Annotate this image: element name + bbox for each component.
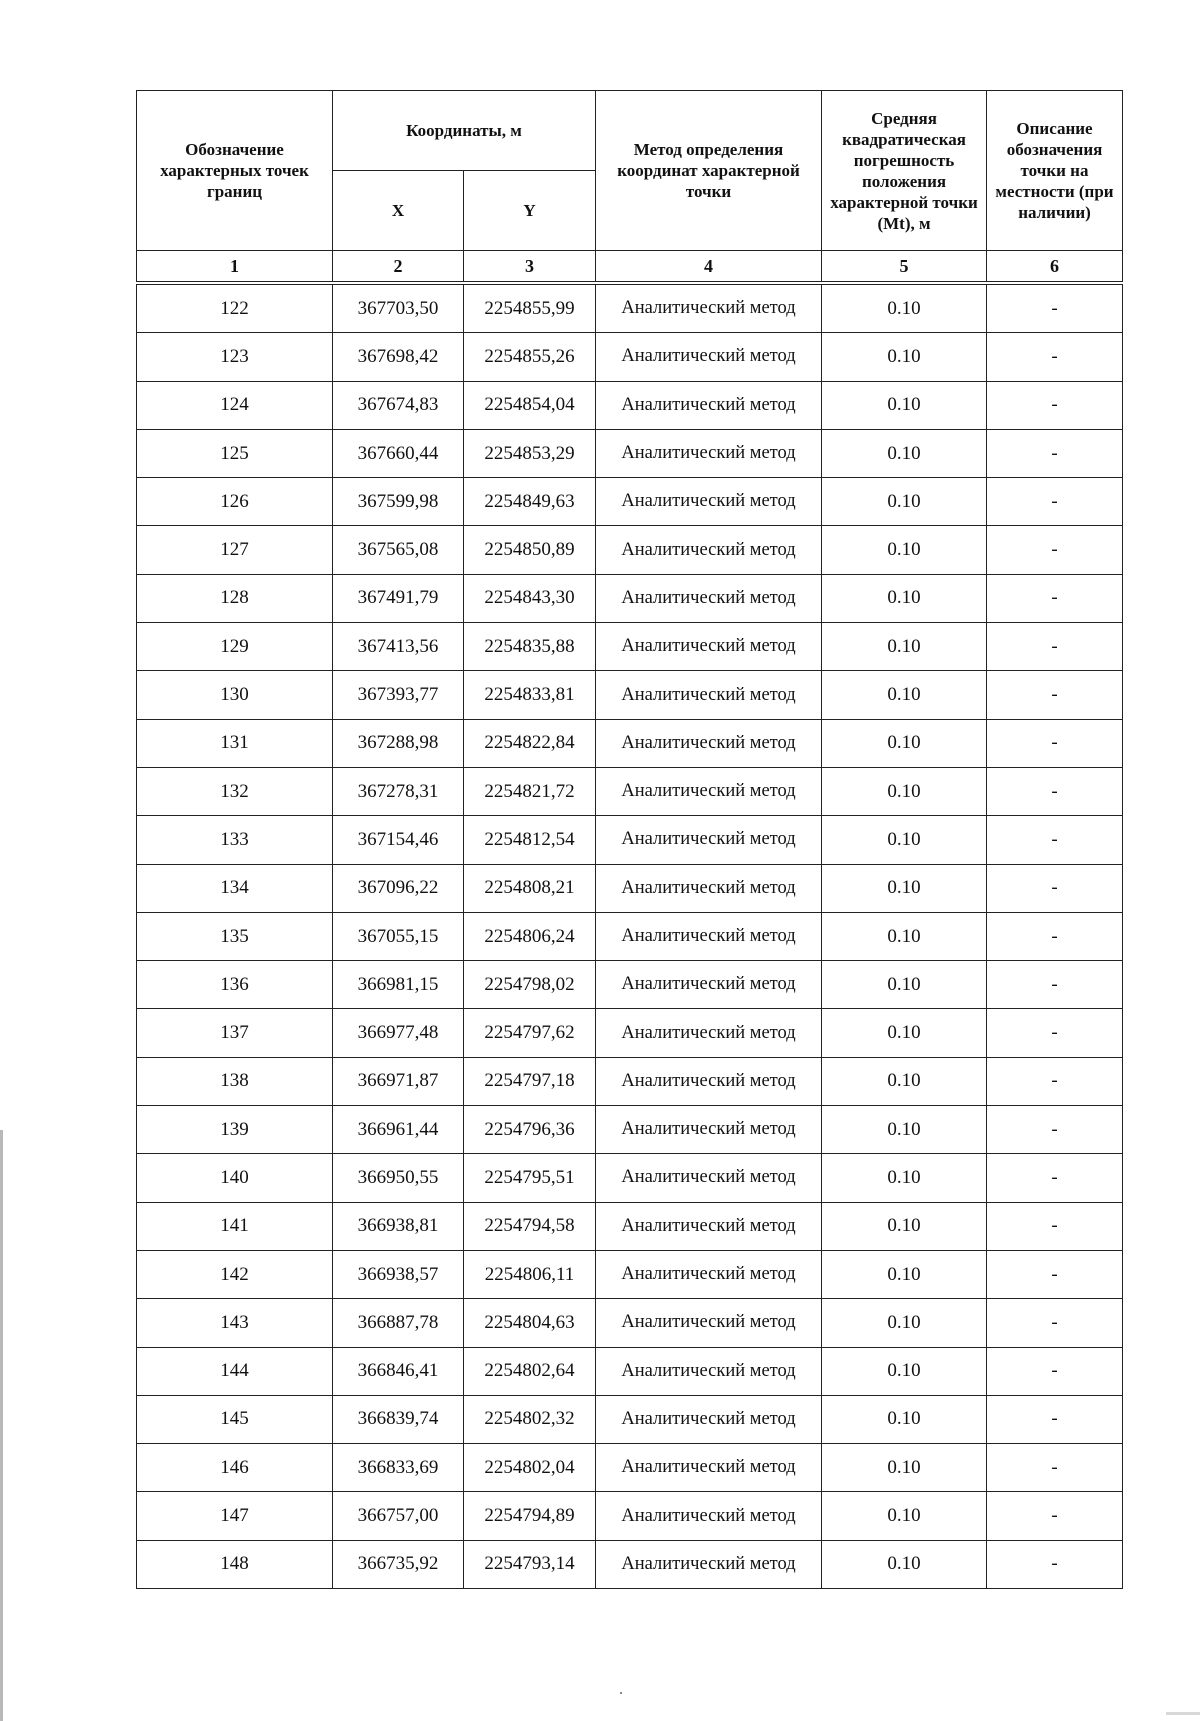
table-row <box>137 719 1123 767</box>
point-cell: 143 <box>137 1299 333 1347</box>
method-cell: Аналитический метод <box>596 1299 822 1347</box>
method-cell: Аналитический метод <box>596 864 822 912</box>
table-row <box>137 574 1123 622</box>
point-cell: 126 <box>137 478 333 526</box>
point-cell: 145 <box>137 1395 333 1443</box>
method-cell: Аналитический метод <box>596 1057 822 1105</box>
point-cell: 146 <box>137 1444 333 1492</box>
error-cell: 0.10 <box>822 429 987 477</box>
point-cell: 147 <box>137 1492 333 1540</box>
table-row <box>137 333 1123 381</box>
point-cell: 125 <box>137 429 333 477</box>
point-cell: 122 <box>137 285 333 333</box>
x-coordinate-cell: 367154,46 <box>333 816 464 864</box>
error-cell: 0.10 <box>822 1202 987 1250</box>
header-coordinates: Координаты, м <box>333 91 596 171</box>
y-coordinate-cell: 2254855,99 <box>464 285 596 333</box>
description-cell: - <box>987 285 1123 333</box>
method-cell: Аналитический метод <box>596 285 822 333</box>
point-cell: 130 <box>137 671 333 719</box>
x-coordinate-cell: 367055,15 <box>333 912 464 960</box>
point-cell: 148 <box>137 1540 333 1588</box>
method-cell: Аналитический метод <box>596 1444 822 1492</box>
description-cell: - <box>987 1395 1123 1443</box>
column-number: 1 <box>137 251 333 282</box>
table-row <box>137 816 1123 864</box>
y-coordinate-cell: 2254854,04 <box>464 381 596 429</box>
method-cell: Аналитический метод <box>596 478 822 526</box>
y-coordinate-cell: 2254808,21 <box>464 864 596 912</box>
point-cell: 128 <box>137 574 333 622</box>
point-cell: 140 <box>137 1154 333 1202</box>
description-cell: - <box>987 864 1123 912</box>
error-cell: 0.10 <box>822 864 987 912</box>
x-coordinate-cell: 367660,44 <box>333 429 464 477</box>
x-coordinate-cell: 366950,55 <box>333 1154 464 1202</box>
point-cell: 138 <box>137 1057 333 1105</box>
error-cell: 0.10 <box>822 816 987 864</box>
point-cell: 136 <box>137 961 333 1009</box>
y-coordinate-cell: 2254802,32 <box>464 1395 596 1443</box>
method-cell: Аналитический метод <box>596 1347 822 1395</box>
method-cell: Аналитический метод <box>596 671 822 719</box>
description-cell: - <box>987 961 1123 1009</box>
point-cell: 131 <box>137 719 333 767</box>
error-cell: 0.10 <box>822 1009 987 1057</box>
x-coordinate-cell: 366839,74 <box>333 1395 464 1443</box>
point-cell: 133 <box>137 816 333 864</box>
table-row <box>137 1202 1123 1250</box>
error-cell: 0.10 <box>822 1492 987 1540</box>
x-coordinate-cell: 367674,83 <box>333 381 464 429</box>
x-coordinate-cell: 367698,42 <box>333 333 464 381</box>
method-cell: Аналитический метод <box>596 623 822 671</box>
scan-edge-mark <box>1166 1712 1200 1715</box>
error-cell: 0.10 <box>822 1540 987 1588</box>
table-row <box>137 1057 1123 1105</box>
description-cell: - <box>987 1492 1123 1540</box>
error-cell: 0.10 <box>822 671 987 719</box>
error-cell: 0.10 <box>822 478 987 526</box>
method-cell: Аналитический метод <box>596 719 822 767</box>
error-cell: 0.10 <box>822 1057 987 1105</box>
table-row <box>137 1250 1123 1298</box>
point-cell: 144 <box>137 1347 333 1395</box>
column-number: 5 <box>822 251 987 282</box>
description-cell: - <box>987 1299 1123 1347</box>
description-cell: - <box>987 333 1123 381</box>
description-cell: - <box>987 574 1123 622</box>
x-coordinate-cell: 366977,48 <box>333 1009 464 1057</box>
error-cell: 0.10 <box>822 1250 987 1298</box>
point-cell: 135 <box>137 912 333 960</box>
point-cell: 123 <box>137 333 333 381</box>
method-cell: Аналитический метод <box>596 1009 822 1057</box>
header-point-designation: Обозначение характерных точек границ <box>137 91 333 251</box>
table-row <box>137 1347 1123 1395</box>
table-row <box>137 381 1123 429</box>
table-row <box>137 767 1123 815</box>
description-cell: - <box>987 429 1123 477</box>
y-coordinate-cell: 2254843,30 <box>464 574 596 622</box>
table-row <box>137 1492 1123 1540</box>
x-coordinate-cell: 367393,77 <box>333 671 464 719</box>
description-cell: - <box>987 1009 1123 1057</box>
error-cell: 0.10 <box>822 381 987 429</box>
description-cell: - <box>987 1106 1123 1154</box>
column-number: 6 <box>987 251 1123 282</box>
y-coordinate-cell: 2254794,58 <box>464 1202 596 1250</box>
error-cell: 0.10 <box>822 1154 987 1202</box>
x-coordinate-cell: 367565,08 <box>333 526 464 574</box>
error-cell: 0.10 <box>822 912 987 960</box>
method-cell: Аналитический метод <box>596 429 822 477</box>
y-coordinate-cell: 2254855,26 <box>464 333 596 381</box>
y-coordinate-cell: 2254849,63 <box>464 478 596 526</box>
method-cell: Аналитический метод <box>596 1106 822 1154</box>
scan-page-edge <box>0 1130 3 1721</box>
y-coordinate-cell: 2254833,81 <box>464 671 596 719</box>
table-row <box>137 864 1123 912</box>
x-coordinate-cell: 367096,22 <box>333 864 464 912</box>
table-row <box>137 285 1123 333</box>
y-coordinate-cell: 2254797,62 <box>464 1009 596 1057</box>
description-cell: - <box>987 816 1123 864</box>
method-cell: Аналитический метод <box>596 574 822 622</box>
header-x: X <box>333 171 464 251</box>
column-number: 2 <box>333 251 464 282</box>
point-cell: 141 <box>137 1202 333 1250</box>
table-row <box>137 1009 1123 1057</box>
table-header <box>137 91 1123 282</box>
x-coordinate-cell: 366981,15 <box>333 961 464 1009</box>
method-cell: Аналитический метод <box>596 912 822 960</box>
y-coordinate-cell: 2254797,18 <box>464 1057 596 1105</box>
description-cell: - <box>987 1202 1123 1250</box>
header-mean-square-error: Средняя квадратическая погрешность положения характерной точки (Mt), м <box>822 91 987 251</box>
x-coordinate-cell: 366833,69 <box>333 1444 464 1492</box>
y-coordinate-cell: 2254853,29 <box>464 429 596 477</box>
table-row <box>137 526 1123 574</box>
error-cell: 0.10 <box>822 1444 987 1492</box>
x-coordinate-cell: 367413,56 <box>333 623 464 671</box>
table-row <box>137 912 1123 960</box>
table-row <box>137 1154 1123 1202</box>
method-cell: Аналитический метод <box>596 961 822 1009</box>
column-number: 4 <box>596 251 822 282</box>
description-cell: - <box>987 478 1123 526</box>
error-cell: 0.10 <box>822 285 987 333</box>
description-cell: - <box>987 1540 1123 1588</box>
x-coordinate-cell: 366846,41 <box>333 1347 464 1395</box>
description-cell: - <box>987 1347 1123 1395</box>
description-cell: - <box>987 1057 1123 1105</box>
x-coordinate-cell: 366887,78 <box>333 1299 464 1347</box>
scan-speck <box>620 1692 622 1694</box>
x-coordinate-cell: 366938,57 <box>333 1250 464 1298</box>
description-cell: - <box>987 623 1123 671</box>
header-method: Метод определения координат характерной точки <box>596 91 822 251</box>
table-row <box>137 1106 1123 1154</box>
error-cell: 0.10 <box>822 719 987 767</box>
point-cell: 137 <box>137 1009 333 1057</box>
description-cell: - <box>987 767 1123 815</box>
method-cell: Аналитический метод <box>596 526 822 574</box>
description-cell: - <box>987 526 1123 574</box>
y-coordinate-cell: 2254802,64 <box>464 1347 596 1395</box>
point-cell: 124 <box>137 381 333 429</box>
x-coordinate-cell: 366971,87 <box>333 1057 464 1105</box>
y-coordinate-cell: 2254835,88 <box>464 623 596 671</box>
point-cell: 132 <box>137 767 333 815</box>
error-cell: 0.10 <box>822 1299 987 1347</box>
x-coordinate-cell: 366735,92 <box>333 1540 464 1588</box>
point-cell: 129 <box>137 623 333 671</box>
x-coordinate-cell: 367491,79 <box>333 574 464 622</box>
y-coordinate-cell: 2254794,89 <box>464 1492 596 1540</box>
method-cell: Аналитический метод <box>596 381 822 429</box>
y-coordinate-cell: 2254798,02 <box>464 961 596 1009</box>
method-cell: Аналитический метод <box>596 1250 822 1298</box>
method-cell: Аналитический метод <box>596 333 822 381</box>
method-cell: Аналитический метод <box>596 1540 822 1588</box>
method-cell: Аналитический метод <box>596 1492 822 1540</box>
column-numbers-row <box>137 251 1123 282</box>
error-cell: 0.10 <box>822 526 987 574</box>
error-cell: 0.10 <box>822 574 987 622</box>
method-cell: Аналитический метод <box>596 1395 822 1443</box>
description-cell: - <box>987 1444 1123 1492</box>
y-coordinate-cell: 2254806,11 <box>464 1250 596 1298</box>
table-row <box>137 429 1123 477</box>
coordinates-table <box>136 90 1123 1589</box>
x-coordinate-cell: 367278,31 <box>333 767 464 815</box>
table-row <box>137 1395 1123 1443</box>
x-coordinate-cell: 367288,98 <box>333 719 464 767</box>
x-coordinate-cell: 367599,98 <box>333 478 464 526</box>
table-row <box>137 1540 1123 1588</box>
error-cell: 0.10 <box>822 333 987 381</box>
table-body <box>137 282 1123 1589</box>
point-cell: 142 <box>137 1250 333 1298</box>
table-row <box>137 478 1123 526</box>
description-cell: - <box>987 1154 1123 1202</box>
y-coordinate-cell: 2254804,63 <box>464 1299 596 1347</box>
x-coordinate-cell: 366938,81 <box>333 1202 464 1250</box>
description-cell: - <box>987 381 1123 429</box>
y-coordinate-cell: 2254812,54 <box>464 816 596 864</box>
description-cell: - <box>987 912 1123 960</box>
table-row <box>137 623 1123 671</box>
y-coordinate-cell: 2254796,36 <box>464 1106 596 1154</box>
y-coordinate-cell: 2254806,24 <box>464 912 596 960</box>
method-cell: Аналитический метод <box>596 816 822 864</box>
error-cell: 0.10 <box>822 1347 987 1395</box>
table-row <box>137 671 1123 719</box>
description-cell: - <box>987 671 1123 719</box>
point-cell: 127 <box>137 526 333 574</box>
description-cell: - <box>987 719 1123 767</box>
y-coordinate-cell: 2254802,04 <box>464 1444 596 1492</box>
table-row <box>137 1444 1123 1492</box>
x-coordinate-cell: 366757,00 <box>333 1492 464 1540</box>
y-coordinate-cell: 2254821,72 <box>464 767 596 815</box>
header-y: Y <box>464 171 596 251</box>
header-point-description: Описание обозначения точки на местности (при наличии) <box>987 91 1123 251</box>
column-number: 3 <box>464 251 596 282</box>
table-row <box>137 1299 1123 1347</box>
y-coordinate-cell: 2254795,51 <box>464 1154 596 1202</box>
x-coordinate-cell: 366961,44 <box>333 1106 464 1154</box>
point-cell: 139 <box>137 1106 333 1154</box>
table-row <box>137 961 1123 1009</box>
y-coordinate-cell: 2254793,14 <box>464 1540 596 1588</box>
error-cell: 0.10 <box>822 767 987 815</box>
method-cell: Аналитический метод <box>596 1202 822 1250</box>
y-coordinate-cell: 2254850,89 <box>464 526 596 574</box>
error-cell: 0.10 <box>822 623 987 671</box>
y-coordinate-cell: 2254822,84 <box>464 719 596 767</box>
x-coordinate-cell: 367703,50 <box>333 285 464 333</box>
error-cell: 0.10 <box>822 1395 987 1443</box>
point-cell: 134 <box>137 864 333 912</box>
error-cell: 0.10 <box>822 961 987 1009</box>
description-cell: - <box>987 1250 1123 1298</box>
method-cell: Аналитический метод <box>596 1154 822 1202</box>
error-cell: 0.10 <box>822 1106 987 1154</box>
method-cell: Аналитический метод <box>596 767 822 815</box>
